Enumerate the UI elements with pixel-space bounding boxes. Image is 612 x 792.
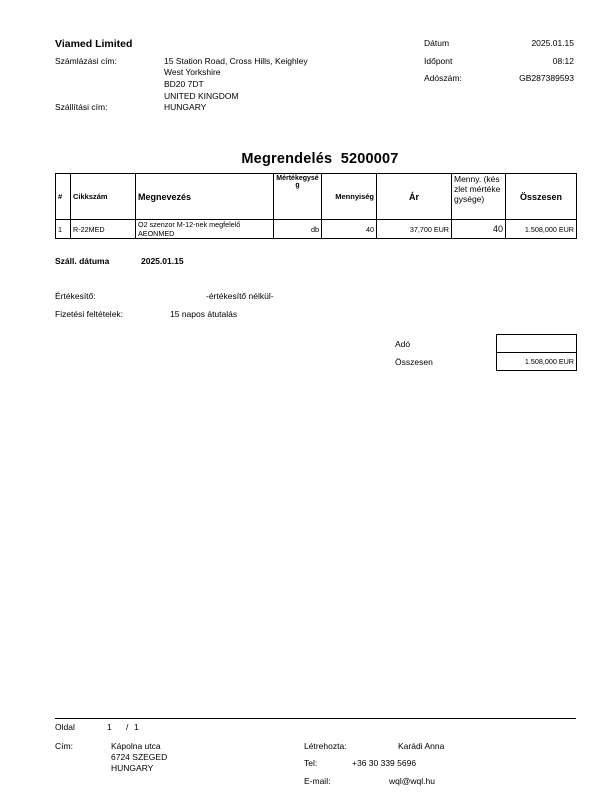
time-value: 08:12 [552,56,574,66]
billing-address-line-3: BD20 7DT [164,79,204,89]
time-label: Időpont [424,56,453,66]
sales-value: -értékesítő nélkül- [206,291,274,301]
row-total: 1.508,000 EUR [506,220,577,239]
col-header-qty: Mennyiség [322,174,377,220]
col-header-stock-qty: Menny. (készlet mértékegysége) [452,174,506,220]
page-current: 1 [107,722,112,732]
email-label: E-mail: [304,776,331,786]
sales-label: Értékesítő: [55,291,96,301]
grand-total-label: Összesen [395,357,433,367]
page-label: Oldal [55,722,75,732]
table-header-row [56,174,577,220]
order-title [0,151,612,167]
items-table [55,173,577,239]
created-by-value: Karádi Anna [398,741,445,751]
col-header-total: Összesen [506,174,577,220]
email-value[interactable]: wql@wql.hu [389,776,435,786]
billing-address-label: Számlázási cím: [55,56,117,66]
col-header-name: Megnevezés [136,174,274,220]
payment-terms-value: 15 napos átutalás [170,309,238,319]
col-header-num: # [56,174,71,220]
billing-address-line-4: UNITED KINGDOM [164,91,239,101]
phone-value: +36 30 339 5696 [352,758,417,768]
row-num: 1 [56,220,71,239]
order-number: 5200007 [340,151,399,167]
row-price: 37,700 EUR [377,220,452,239]
shipping-address-label: Szállítási cím: [55,102,108,112]
row-name-line-2: AEONMED [138,229,175,238]
company-name: Viamed Limited [55,38,133,50]
billing-address-line-2: West Yorkshire [164,67,221,77]
delivery-date-value: 2025.01.15 [141,256,184,266]
row-name-line-1: O2 szenzor M-12-nek megfelelő [138,220,241,229]
footer-divider [55,718,576,719]
billing-address-line-1: 15 Station Road, Cross Hills, Keighley [164,56,308,66]
payment-terms-label: Fizetési feltételek: [55,309,124,319]
grand-total-value: 1.508,000 EUR [524,357,574,366]
tax-amount-label: Adó [395,339,411,349]
col-header-sku: Cikkszám [71,174,136,220]
row-stock-qty: 40 [452,220,506,239]
col-header-unit: Mértékegység [274,174,322,220]
created-by-label: Létrehozta: [304,741,347,751]
row-qty: 40 [322,220,377,239]
tax-number-value: GB287389593 [519,73,574,83]
date-label: Dátum [424,38,450,48]
row-unit: db [274,220,322,239]
grand-total-box [496,352,577,371]
date-value: 2025.01.15 [531,38,574,48]
phone-label: Tel: [304,758,318,768]
page-separator: / [126,722,129,732]
tax-amount-box [496,334,577,353]
page-total: 1 [134,722,139,732]
shipping-address-value: HUNGARY [164,102,207,112]
row-sku: R-22MED [71,220,136,239]
row-name [136,220,274,239]
delivery-date-label: Száll. dátuma [55,256,110,266]
footer-address-label: Cím: [55,741,73,751]
table-row [56,220,577,239]
tax-number-label: Adószám: [424,73,462,83]
order-title-label: Megrendelés [241,151,333,167]
footer-address-line-1: Kápolna utca [111,741,161,751]
footer-address-line-3: HUNGARY [111,763,154,773]
col-header-price: Ár [377,174,452,220]
footer-address-line-2: 6724 SZEGED [111,752,168,762]
